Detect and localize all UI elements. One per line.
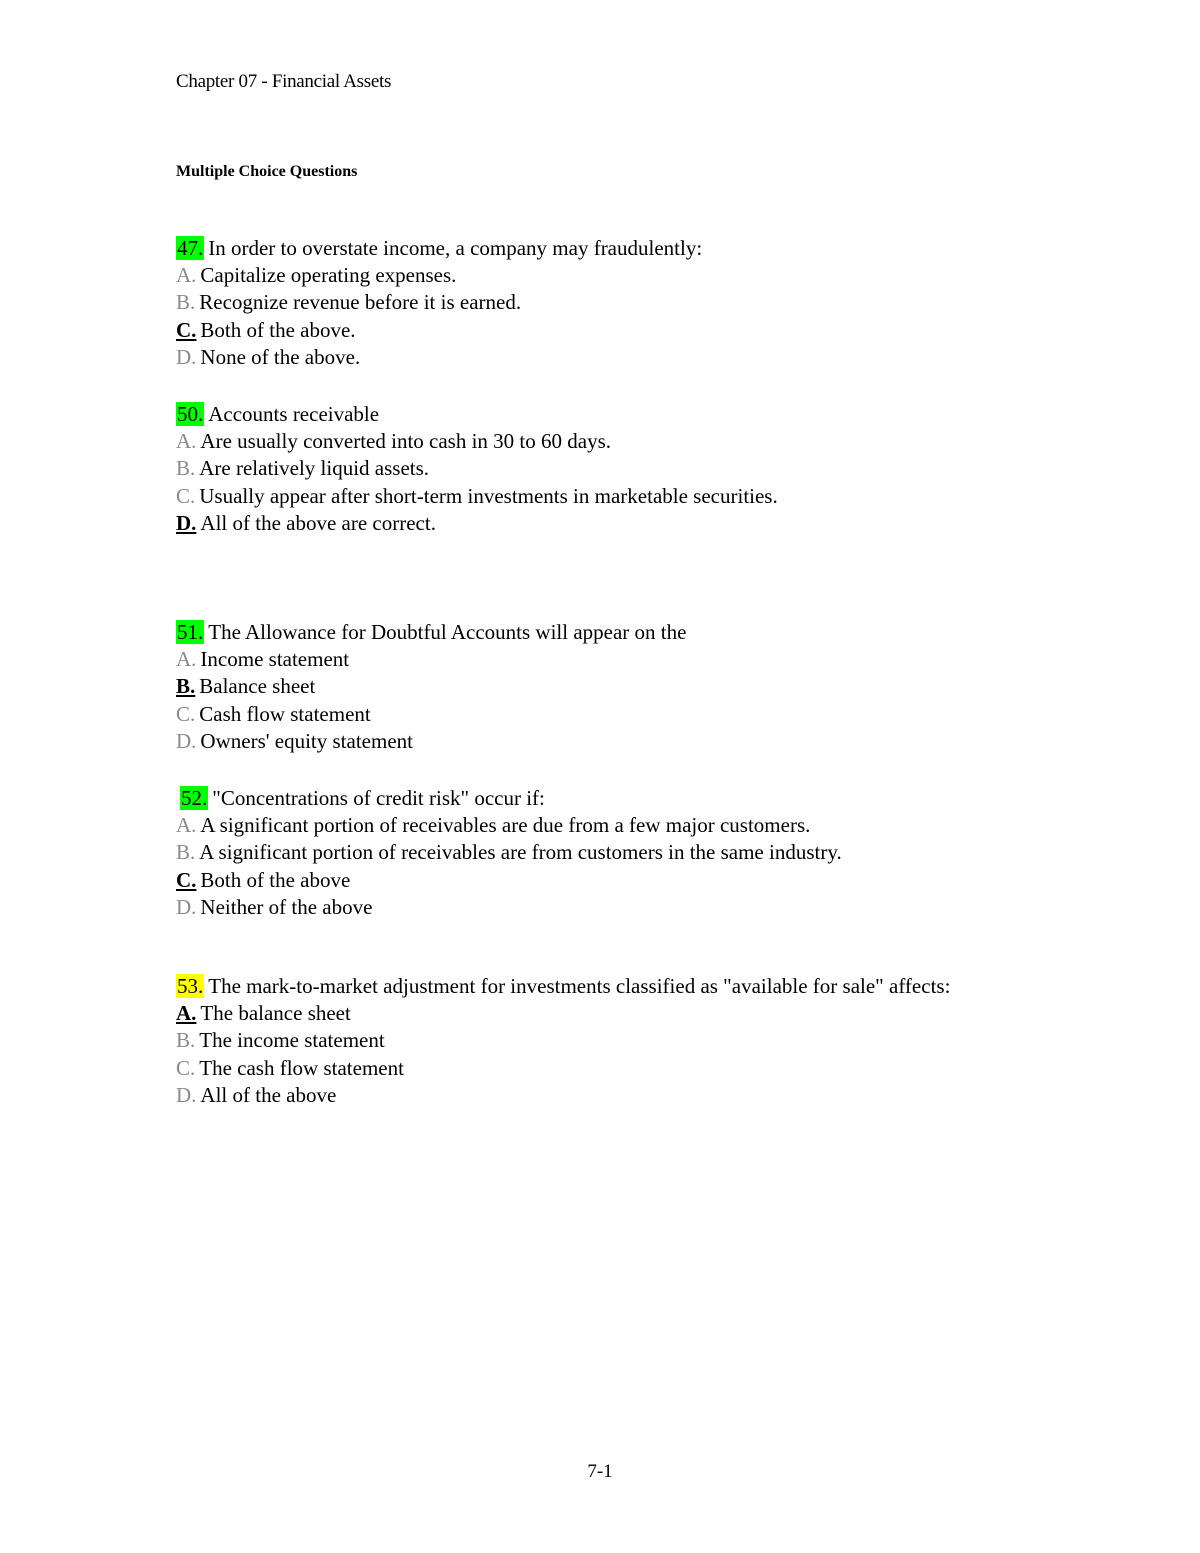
choice-letter: C.	[176, 317, 197, 342]
page-header: Chapter 07 - Financial Assets	[176, 71, 392, 92]
choice-letter: B.	[176, 674, 196, 699]
choice-text: Balance sheet	[199, 674, 316, 699]
question-stem	[176, 785, 996, 812]
question-number: 50.	[177, 402, 204, 426]
question-stem	[176, 235, 996, 262]
choice-d	[176, 894, 996, 921]
choice-letter: C.	[176, 1055, 196, 1080]
question-stem	[176, 619, 996, 646]
choice-text: A significant portion of receivables are due from a few major customers.	[200, 813, 811, 838]
choice-a	[176, 812, 996, 839]
choice-text: Recognize revenue before it is earned.	[199, 290, 522, 315]
choice-letter: B.	[176, 456, 196, 481]
choice-letter: B.	[176, 1028, 196, 1053]
choice-text: The balance sheet	[200, 1001, 351, 1026]
choice-letter: D.	[176, 510, 197, 535]
choice-letter: D.	[176, 894, 197, 919]
question-text: The Allowance for Doubtful Accounts will appear on the	[208, 620, 687, 644]
choice-text: Are relatively liquid assets.	[199, 456, 430, 481]
choice-text: Owners' equity statement	[200, 728, 413, 753]
choice-b	[176, 839, 996, 866]
choice-text: Cash flow statement	[199, 701, 371, 726]
choice-d	[176, 728, 996, 755]
choice-letter: D.	[176, 1082, 197, 1107]
choice-text: Income statement	[200, 647, 350, 672]
choice-letter: A.	[176, 429, 197, 454]
question-number: 47.	[177, 236, 204, 260]
choice-text: The cash flow statement	[199, 1055, 404, 1080]
choice-letter: A.	[176, 1001, 197, 1026]
choice-letter: D.	[176, 344, 197, 369]
choice-list	[176, 1000, 996, 1109]
choice-b	[176, 455, 996, 482]
question-47	[176, 235, 996, 371]
question-text: Accounts receivable	[208, 402, 380, 426]
choice-text: None of the above.	[200, 344, 361, 369]
section-title: Multiple Choice Questions	[176, 163, 358, 180]
question-53	[176, 973, 996, 1109]
choice-c-correct	[176, 317, 996, 344]
choice-text: All of the above are correct.	[200, 510, 436, 535]
choice-letter: A.	[176, 263, 197, 288]
question-number: 53.	[177, 974, 204, 998]
choice-c	[176, 483, 996, 510]
choice-a	[176, 428, 996, 455]
choice-a-correct	[176, 1000, 996, 1027]
choice-letter: C.	[176, 483, 196, 508]
choice-b	[176, 289, 996, 316]
choice-letter: D.	[176, 728, 197, 753]
choice-a	[176, 646, 996, 673]
choice-text: Neither of the above	[200, 894, 373, 919]
choice-letter: B.	[176, 840, 196, 865]
question-number: 52.	[181, 786, 208, 810]
choice-d-correct	[176, 510, 996, 537]
choice-text: All of the above	[200, 1082, 337, 1107]
question-52	[176, 785, 996, 921]
choice-b-correct	[176, 673, 996, 700]
page-number: 7-1	[587, 1461, 613, 1482]
choice-d	[176, 1082, 996, 1109]
choice-b	[176, 1027, 996, 1054]
choice-list	[176, 262, 996, 371]
question-text: "Concentrations of credit risk" occur if:	[212, 786, 545, 810]
question-50	[176, 401, 996, 537]
choice-text: Usually appear after short-term investments in marketable securities.	[199, 483, 778, 508]
choice-list	[176, 812, 996, 921]
choice-letter: A.	[176, 647, 197, 672]
choice-c-correct	[176, 867, 996, 894]
question-number: 51.	[177, 620, 204, 644]
choice-text: Both of the above	[200, 867, 351, 892]
choice-text: Capitalize operating expenses.	[200, 263, 457, 288]
choice-letter: B.	[176, 290, 196, 315]
question-text: The mark-to-market adjustment for investments classified as "available for sale" affects:	[208, 974, 951, 998]
choice-letter: C.	[176, 867, 197, 892]
choice-c	[176, 701, 996, 728]
choice-letter: A.	[176, 813, 197, 838]
choice-text: The income statement	[199, 1028, 385, 1053]
choice-text: A significant portion of receivables are from customers in the same industry.	[199, 840, 842, 865]
question-stem	[176, 973, 996, 1000]
choice-text: Both of the above.	[200, 317, 356, 342]
choice-a	[176, 262, 996, 289]
choice-c	[176, 1055, 996, 1082]
choice-text: Are usually converted into cash in 30 to 60 days.	[200, 429, 611, 454]
choice-list	[176, 428, 996, 537]
choice-list	[176, 646, 996, 755]
question-stem	[176, 401, 996, 428]
choice-letter: C.	[176, 701, 196, 726]
question-51	[176, 619, 996, 755]
question-text: In order to overstate income, a company may fraudulently:	[208, 236, 703, 260]
choice-d	[176, 344, 996, 371]
